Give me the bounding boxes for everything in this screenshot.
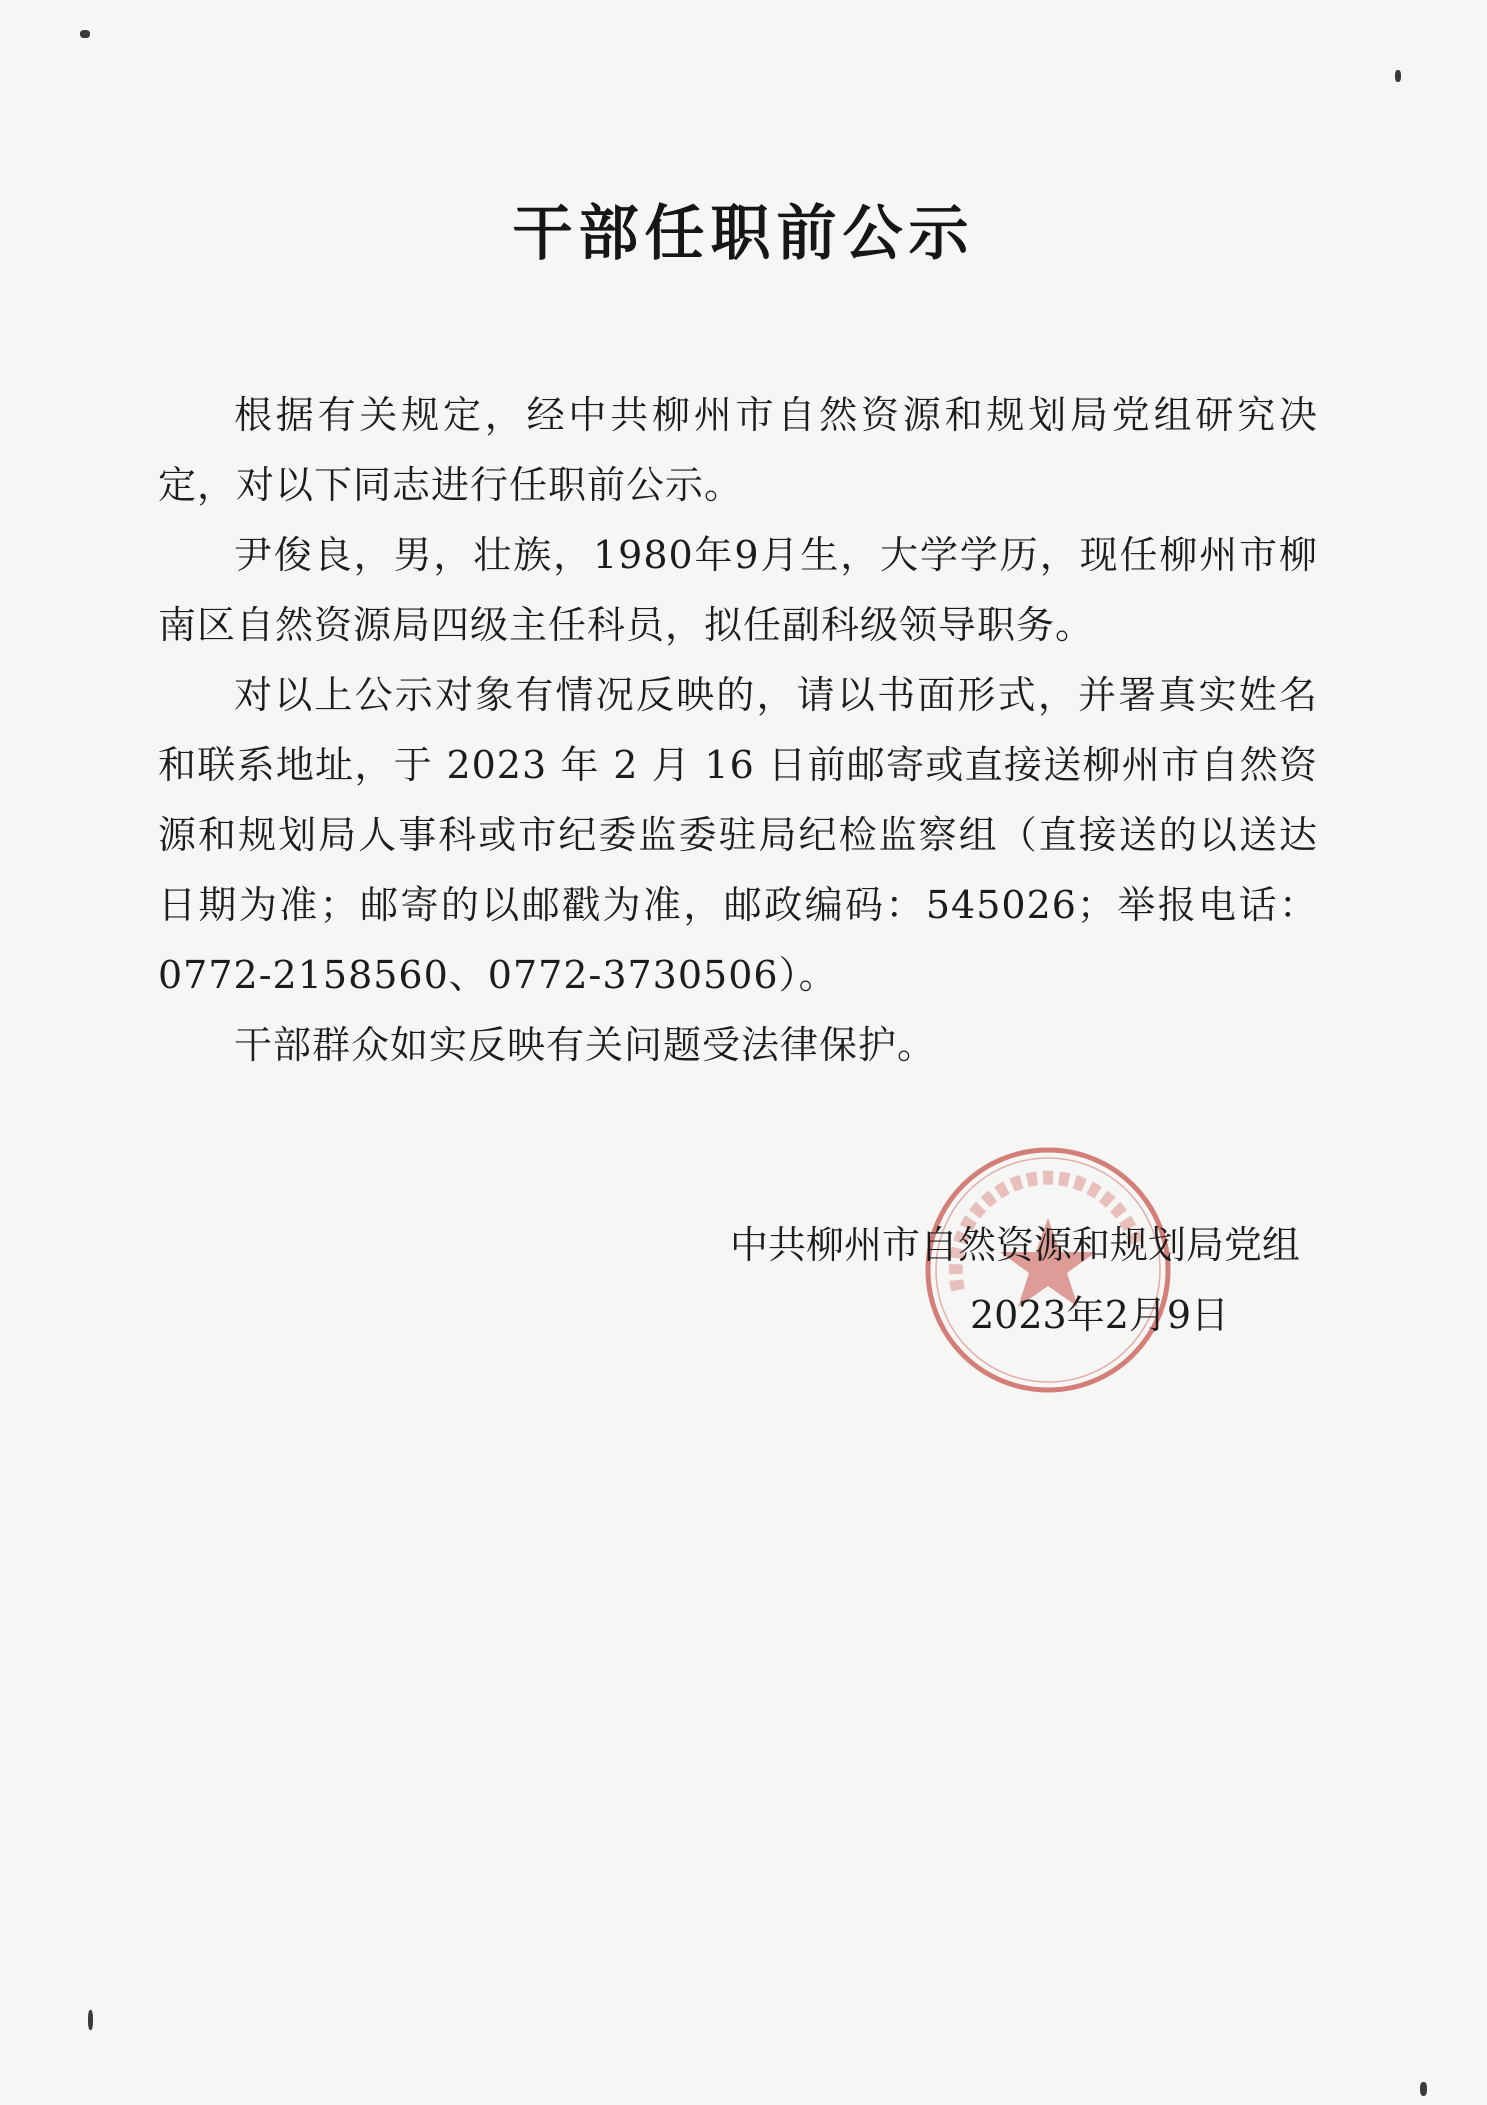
paragraph-candidate: 尹俊良，男，壮族，1980年9月生，大学学历，现任柳州市柳南区自然资源局四级主任科员，拟任副科级领导职务。 [158, 533, 1318, 647]
paragraph-protection: 干部群众如实反映有关问题受法律保护。 [234, 1023, 937, 1067]
scan-speck [1420, 2082, 1427, 2096]
signature-organization: 中共柳州市自然资源和规划局党组 [730, 1223, 1301, 1267]
document-title: 干部任职前公示 [512, 199, 975, 269]
signature-block [730, 1210, 1380, 1350]
signature-date: 2023年2月9日 [970, 1293, 1230, 1337]
paragraph-intro: 根据有关规定，经中共柳州市自然资源和规划局党组研究决定，对以下同志进行任职前公示。 [158, 393, 1318, 507]
paragraph-feedback: 对以上公示对象有情况反映的，请以书面形式，并署真实姓名和联系地址，于 2023 年 2 月 16 日前邮寄或直接送柳州市自然资源和规划局人事科或市纪委监委驻局纪检监察组（直接送的以送达日期为准；邮寄的以邮戳为准，邮政编码：545026；举报电话：0772-2158560、0772-3730506）。 [158, 673, 1318, 997]
document-body [158, 380, 1318, 1080]
scan-speck [80, 30, 90, 38]
scan-speck [1395, 70, 1401, 82]
scan-speck [88, 2010, 93, 2030]
